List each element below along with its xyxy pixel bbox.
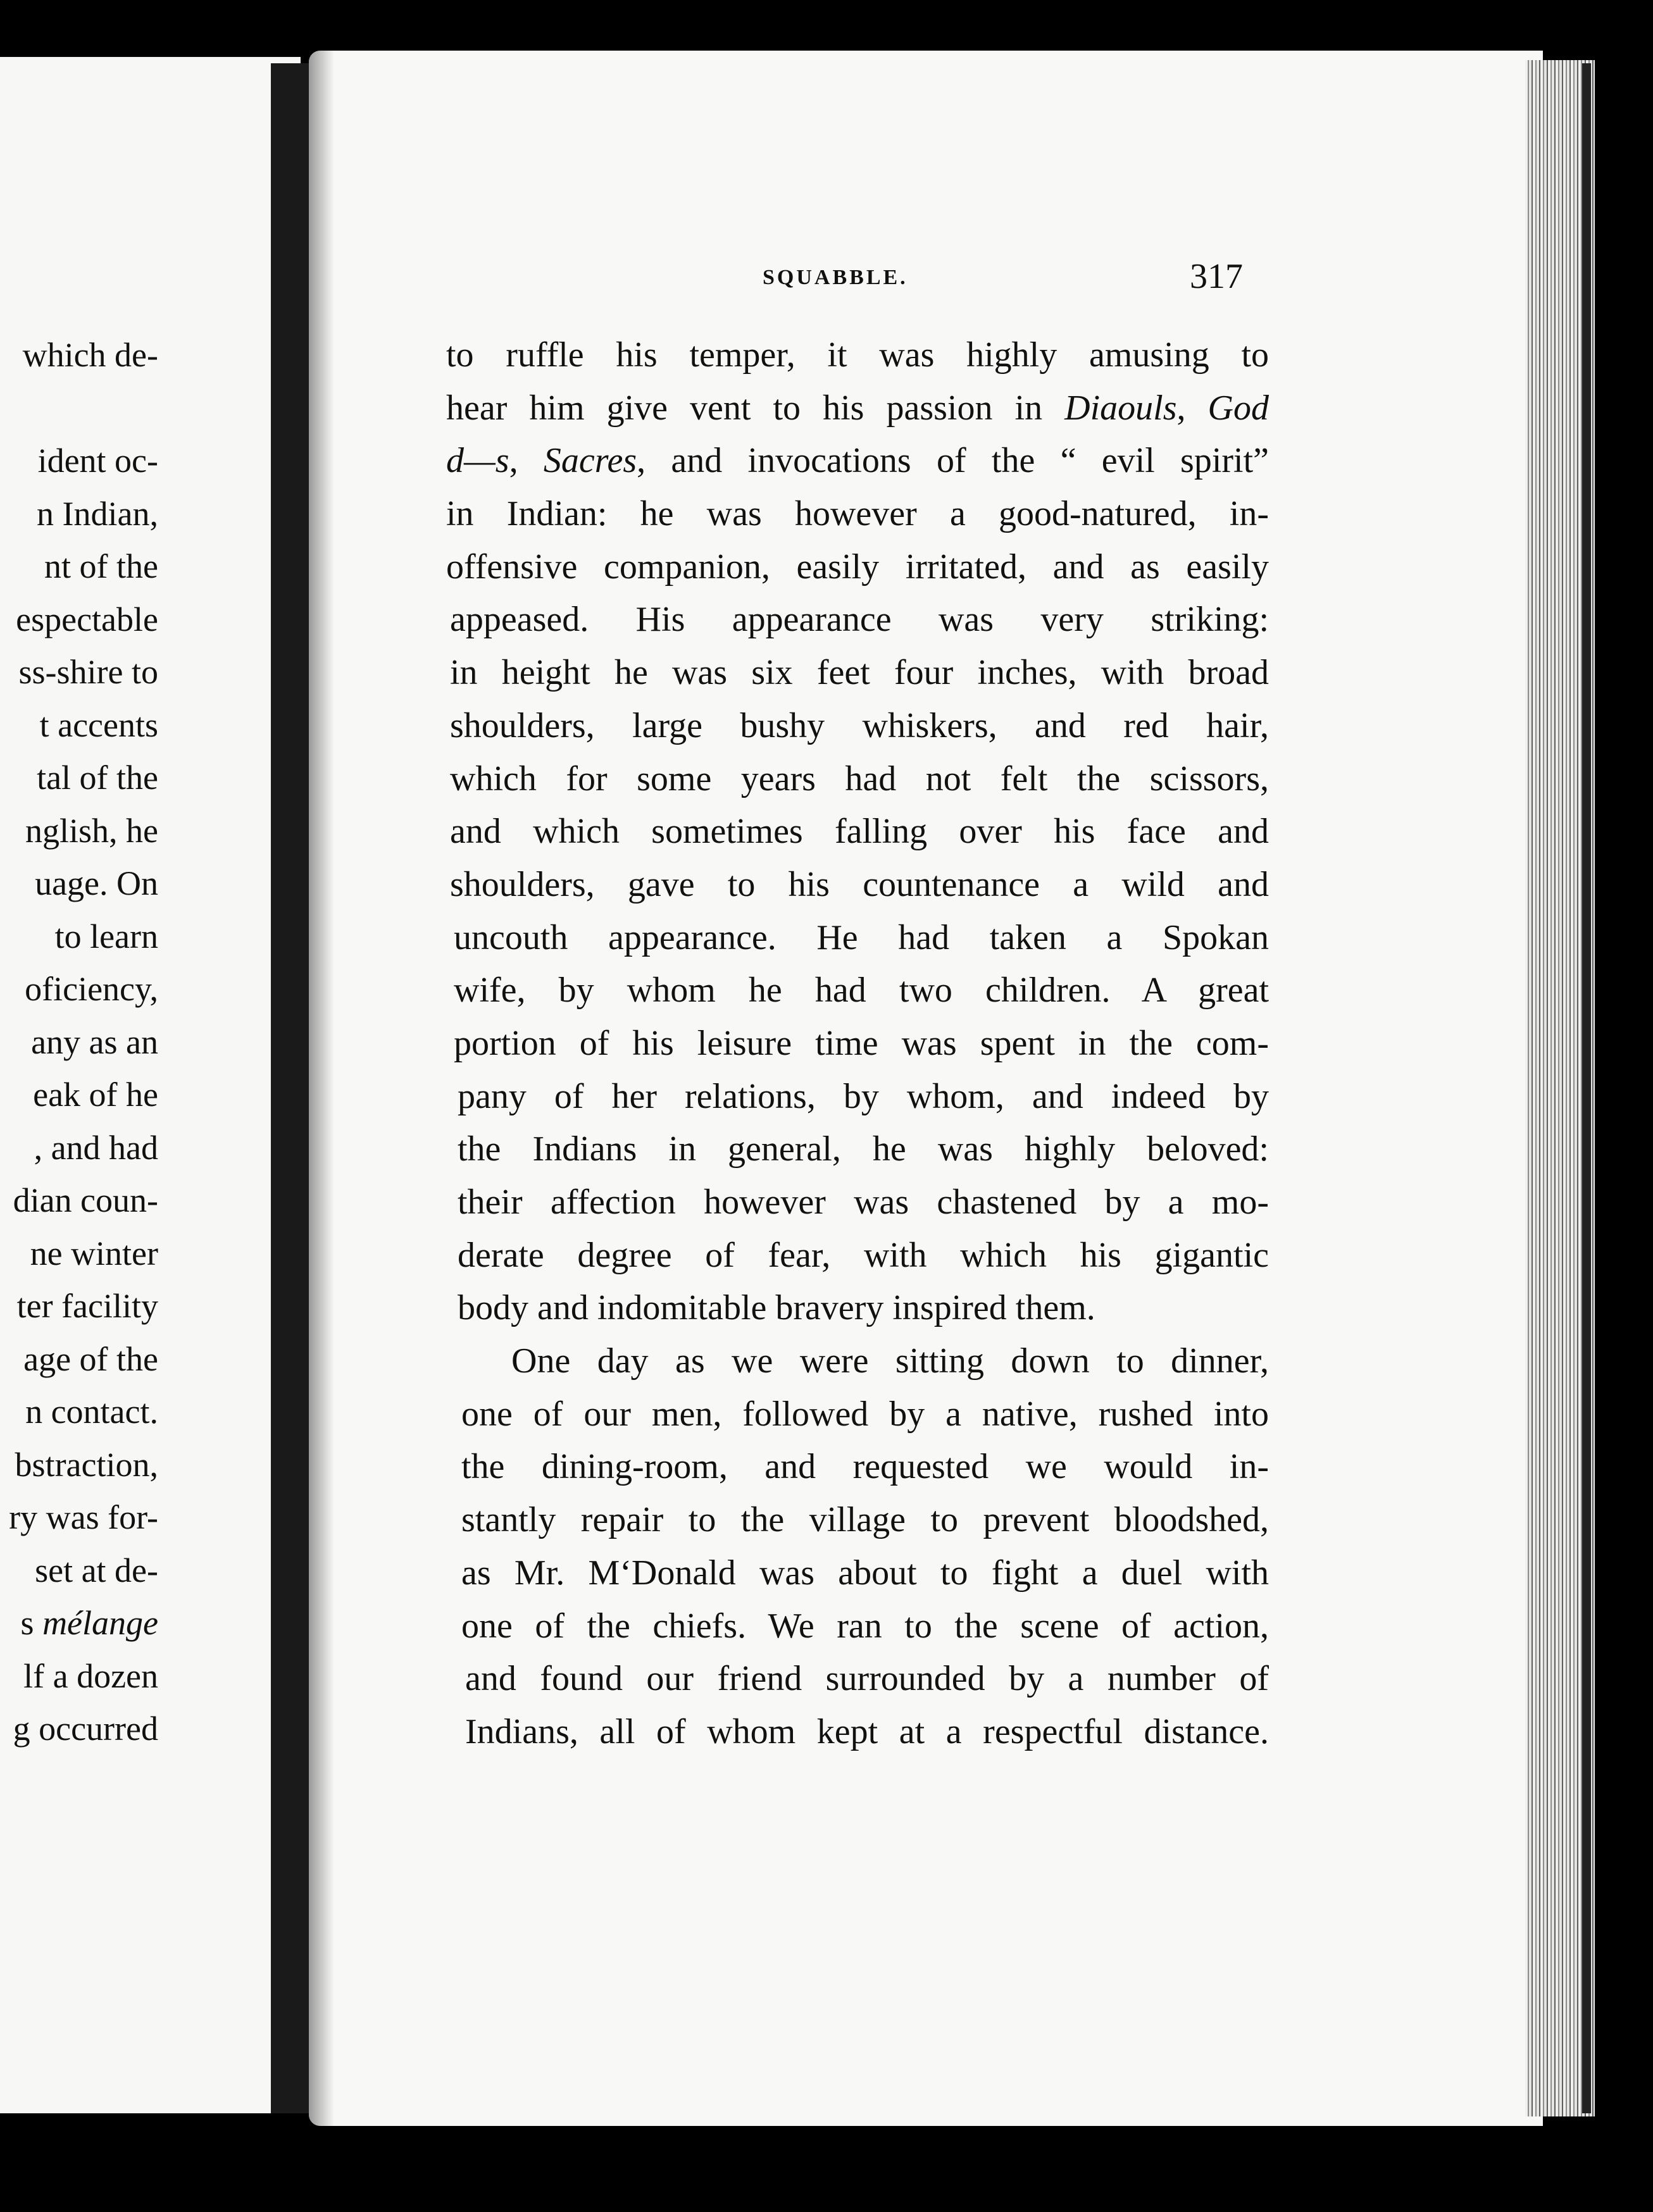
- left-text-line: ident oc-: [37, 442, 158, 480]
- text-line: in Indian: he was however a good-natured, in-: [446, 494, 1269, 534]
- left-text-line: which de-: [22, 336, 158, 374]
- text-line: portion of his leisure time was spent in the com-: [454, 1023, 1269, 1063]
- text-line: uncouth appearance. He had taken a Spokan: [454, 917, 1269, 957]
- italic-word: Diaouls: [1064, 388, 1177, 428]
- left-text-line: to learn: [54, 917, 158, 955]
- text-line: derate degree of fear, with which his gigantic: [458, 1235, 1269, 1275]
- left-text-line: [9, 382, 158, 435]
- left-text-line: nt of the: [44, 547, 158, 585]
- left-text-line: eak of he: [33, 1076, 158, 1114]
- left-text-line: tal of the: [37, 759, 158, 797]
- text-line: shoulders, large bushy whiskers, and red hair,: [450, 705, 1269, 745]
- running-head: SQUABBLE.: [763, 266, 908, 289]
- italic-word: Sacres: [543, 441, 637, 481]
- left-text-line: bstraction,: [15, 1445, 158, 1484]
- italic-word: d—s: [446, 441, 509, 481]
- left-text-line: nglish, he: [25, 811, 158, 850]
- text-line: Indians, all of whom kept at a respectful distance.: [465, 1712, 1269, 1751]
- page-edge-shadow: [1582, 63, 1591, 2113]
- page-curl-shadow: [309, 51, 334, 2126]
- left-text-line: n contact.: [25, 1393, 158, 1431]
- text-line: stantly repair to the village to prevent bloodshed,: [461, 1500, 1269, 1540]
- text-line: in height he was six feet four inches, with broad: [450, 653, 1269, 693]
- left-text-line: t accents: [39, 705, 158, 744]
- left-text-line: g occurred: [13, 1710, 158, 1748]
- left-text-line: dian coun-: [13, 1181, 158, 1219]
- left-text-line: uage. On: [35, 864, 158, 902]
- left-text-line: espectable: [16, 600, 158, 638]
- book-gutter: [271, 63, 309, 2113]
- text-line: and found our friend surrounded by a number of: [465, 1659, 1269, 1699]
- left-text-line: ter facility: [16, 1287, 158, 1325]
- left-text-line: n Indian,: [37, 494, 158, 533]
- text-line: to ruffle his temper, it was highly amusing to: [446, 335, 1269, 375]
- text-line: the dining-room, and requested we would in-: [461, 1447, 1269, 1487]
- text-line: their affection however was chastened by a mo-: [458, 1183, 1269, 1222]
- text-line: hear him give vent to his passion in Diaouls, God: [446, 388, 1269, 428]
- left-text-line: s mélange: [20, 1604, 158, 1642]
- text-line: pany of her relations, by whom, and indeed by: [458, 1076, 1269, 1116]
- text-line: and which sometimes falling over his face and: [450, 812, 1269, 852]
- text-line: which for some years had not felt the scissors,: [450, 759, 1269, 798]
- text-line: shoulders, gave to his countenance a wild and: [450, 864, 1269, 904]
- text-line: the Indians in general, he was highly beloved:: [458, 1129, 1269, 1169]
- left-text-line: oficiency,: [25, 970, 158, 1008]
- left-text-line: set at de-: [35, 1551, 158, 1589]
- text-line: One day as we were sitting down to dinner,: [511, 1341, 1269, 1381]
- text-line: one of the chiefs. We ran to the scene of action,: [461, 1606, 1269, 1646]
- body-text: [446, 329, 1269, 1759]
- left-text-line: ss-shire to: [18, 653, 158, 691]
- left-text-line: , and had: [34, 1128, 158, 1167]
- text-line: one of our men, followed by a native, rushed into: [461, 1394, 1269, 1434]
- left-text-line: age of the: [23, 1339, 158, 1378]
- text-line: appeased. His appearance was very striking:: [450, 600, 1269, 640]
- italic-word: God: [1207, 388, 1269, 428]
- text-line: as Mr. M‘Donald was about to fight a duel with: [461, 1553, 1269, 1593]
- text-line: wife, by whom he had two children. A great: [454, 971, 1269, 1010]
- page-number: 317: [1190, 257, 1243, 296]
- text-line: offensive companion, easily irritated, and as easily: [446, 547, 1269, 587]
- left-text-line: ne winter: [30, 1234, 158, 1272]
- left-page: [0, 57, 301, 2113]
- text-line: body and indomitable bravery inspired them.: [458, 1288, 1095, 1328]
- left-text-line: ry was for-: [9, 1498, 158, 1536]
- left-text-line: lf a dozen: [23, 1656, 158, 1695]
- left-text-line: any as an: [31, 1022, 158, 1061]
- text-line: d—s, Sacres, and invocations of the “ evil spirit”: [446, 441, 1269, 481]
